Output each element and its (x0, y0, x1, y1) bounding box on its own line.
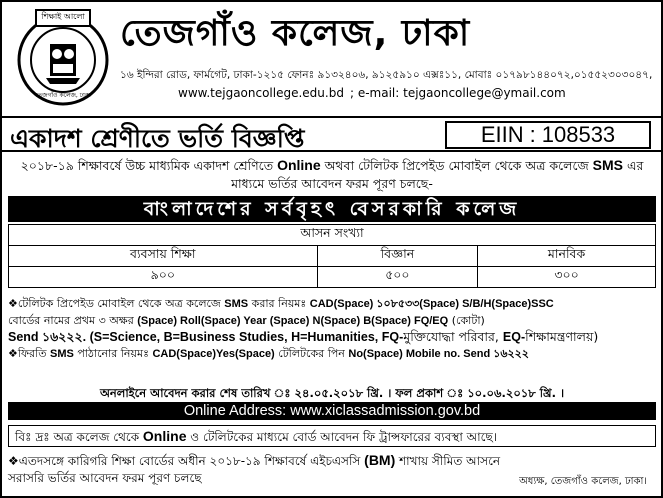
bm-part2: শাখায় সীমিত আসনে (395, 454, 501, 468)
seat-table-heading-row (9, 225, 656, 246)
deadline-text: অনলাইনে আবেদন করার শেষ তারিখ ঃ ২৪.০৫.২০১৮ খ্রি. । ফল প্রকাশ ঃ ১০.০৬.২০১৮ খ্রি. । (99, 386, 565, 400)
rule1-text-a: ❖টেলিটক প্রিপেইড মোবাইল থেকে অত্র কলেজে (8, 297, 225, 310)
seat-value-humanities: ৩০০ (478, 267, 656, 288)
sms-rules (8, 296, 658, 362)
note-part2: ও টেলিটকের মাধ্যমে বোর্ড আবেদন ফি ট্রান্সফারের ব্যবস্থা আছে। (186, 430, 498, 444)
eiin-label: EIIN (480, 122, 524, 147)
logo-caption: তেজগাঁও কলেজ, ঢাকা (35, 92, 91, 99)
rule4-format: CAD(Space)Yes(Space) (152, 347, 275, 360)
rule2-text-c: (কোটা) (448, 313, 485, 327)
rule3-send: Send ১৬২২২. (8, 330, 90, 344)
contact-line (178, 86, 648, 100)
intro-sms: SMS (592, 157, 623, 173)
rule4-pin: টেলিটকের পিন (274, 346, 349, 360)
rule1-text-c: করার নিয়মঃ (248, 297, 310, 310)
seat-value-science: ৫০০ (317, 267, 478, 288)
bm-notice-line-2: সরাসরি ভর্তির আবেদন ফরম পূরণ চলছে (8, 471, 202, 485)
sms-rule-line-3 (8, 329, 658, 346)
eiin-separator: : (529, 122, 536, 147)
college-banner: বাংলাদেশের সর্ববৃহৎ বেসরকারি কলেজ (8, 196, 656, 222)
seat-column-science: বিজ্ঞান (317, 246, 478, 267)
header (2, 2, 661, 114)
college-logo (16, 8, 110, 106)
rule1-format: CAD(Space) ১০৮৫৩৩(Space) S/B/H(Space)SSC (309, 298, 554, 310)
rule2-text-a: বোর্ডের নামের প্রথম ৩ অক্ষর (8, 313, 138, 327)
sms-rule-line-4 (8, 346, 658, 363)
eiin-badge (445, 121, 651, 149)
seat-table-heading: আসন সংখ্যা (9, 225, 656, 246)
rule4-sms: SMS (50, 347, 74, 360)
sms-rule-line-2 (8, 313, 658, 330)
seat-column-humanities: মানবিক (478, 246, 656, 267)
title-row (2, 116, 661, 152)
college-name: তেজগাঁও কলেজ, ঢাকা (120, 13, 471, 54)
sms-rule-line-1 (8, 296, 658, 313)
rule3-eq-text: শিক্ষামন্ত্রণালয়) (525, 329, 599, 344)
note-online: Online (142, 428, 187, 444)
email-text: ; e-mail: tejgaoncollege@ymail.com (349, 86, 566, 100)
bm-part1: ❖এতদসঙ্গে কারিগরি শিক্ষা বোর্ডের অধীন ২০১৮-১৯ শিক্ষাবর্ষে এইচএসসি (8, 454, 365, 468)
rule1-sms: SMS (224, 298, 249, 310)
intro-part1: ২০১৮-১৯ শিক্ষাবর্ষে উচ্চ মাধ্যমিক একাদশ শ্রেণিতে (20, 158, 278, 173)
online-address-link[interactable]: Online Address: www.xiclassadmission.gov.bd (8, 402, 656, 420)
principal-signature: অধ্যক্ষ, তেজগাঁও কলেজ, ঢাকা। (519, 476, 647, 487)
rule3-eq: EQ- (502, 330, 526, 344)
bm-code: (BM) (364, 452, 396, 468)
intro-part2: অথবা টেলিটক প্রিপেইড মোবাইল থেকে অত্র কলেজে (320, 158, 593, 173)
rule4-text-a: ❖ফিরতি (8, 346, 50, 360)
seat-table-header-row (9, 246, 656, 267)
admission-title: একাদশ শ্রেণীতে ভর্তি বিজ্ঞপ্তি (10, 124, 305, 153)
rule4-format-end: No(Space) Mobile no. Send ১৬২২২ (348, 347, 529, 360)
rule4-text-c: পাঠানোর নিয়মঃ (73, 346, 153, 360)
logo-motto: শিক্ষাই আলো (41, 12, 85, 21)
intro-text (8, 156, 656, 193)
rule3-legend: (S=Science, B=Business Studies, H=Humanities, FQ- (89, 330, 404, 344)
eiin-value: 108533 (541, 122, 616, 147)
seat-value-business: ৯০০ (9, 267, 318, 288)
note-box (8, 425, 656, 447)
college-address: ১৬ ইন্দিরা রোড, ফার্মগেট, ঢাকা-১২১৫ ফোনঃ ৯১৩২৪০৬, ৯১২৫৯১০ এক্সঃ১১, মোবাঃ ০১৭৯৮১৪৪০৭২,০১৫৫২৩০৩০৪৭, (120, 69, 653, 81)
seat-table-value-row (9, 267, 656, 288)
intro-part3: এর মাধ্যমে ভর্তির আবেদন ফরম পূরণ চলছে- (231, 158, 644, 191)
seat-column-business: ব্যবসায় শিক্ষা (9, 246, 318, 267)
seat-table (8, 224, 656, 288)
bm-notice-line-1 (8, 452, 658, 470)
rule2-format: (Space) Roll(Space) Year (Space) N(Space) B(Space) FQ/EQ (137, 314, 449, 327)
note-part1: বিঃ দ্রঃ অত্র কলেজ থেকে (15, 430, 143, 444)
intro-online: Online (277, 157, 321, 173)
website-link[interactable]: www.tejgaoncollege.edu.bd (178, 86, 344, 100)
rule3-fq: মুক্তিযোদ্ধা পরিবার, (403, 329, 503, 344)
